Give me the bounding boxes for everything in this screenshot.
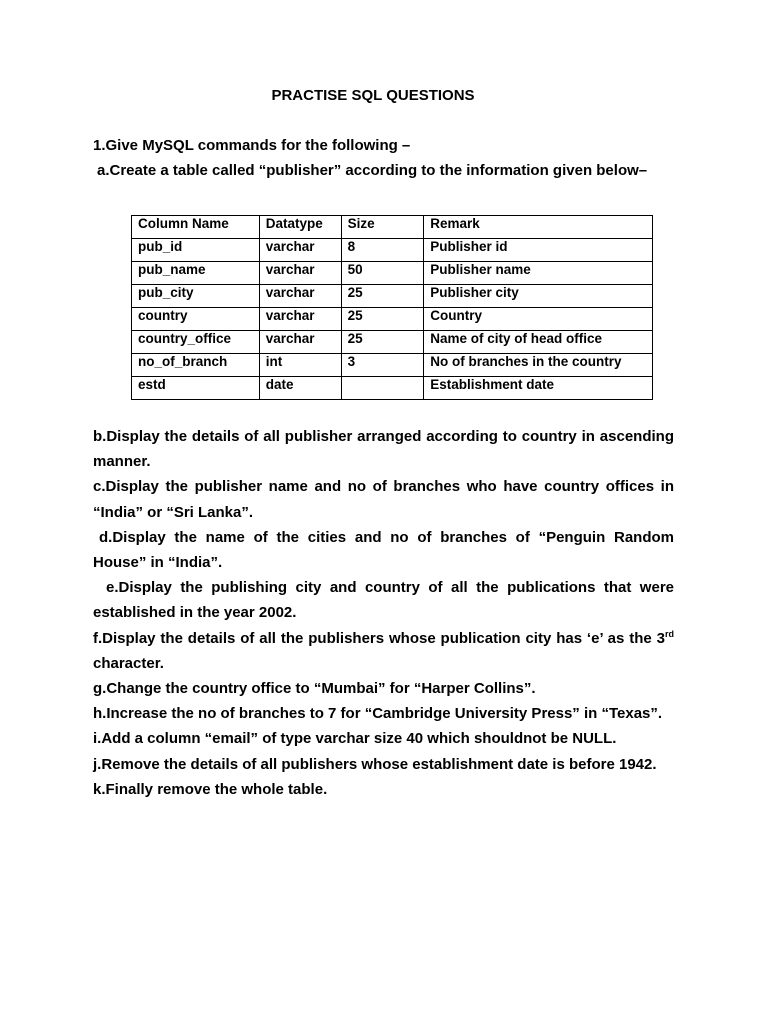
cell-size: 25 bbox=[341, 331, 424, 354]
cell-size: 25 bbox=[341, 308, 424, 331]
question-1b: b.Display the details of all publisher arranged according to country in ascending manner. bbox=[93, 428, 674, 471]
question-1c: c.Display the publisher name and no of branches who have country offices in “India” or “Sri Lanka”. bbox=[93, 478, 674, 521]
cell-datatype: int bbox=[259, 354, 341, 377]
page-title: PRACTISE SQL QUESTIONS bbox=[271, 87, 475, 104]
header-column-name: Column Name bbox=[132, 216, 260, 239]
question-1d bbox=[93, 525, 674, 575]
cell-column-name: pub_id bbox=[132, 239, 260, 262]
cell-datatype: varchar bbox=[259, 308, 341, 331]
publisher-spec-table bbox=[131, 215, 653, 400]
question-1f-text: f.Display the details of all the publishers whose publication city has ‘e’ as the 3 bbox=[93, 629, 665, 647]
cell-size: 3 bbox=[341, 354, 424, 377]
question-1f bbox=[93, 626, 674, 676]
table-header-row bbox=[132, 216, 653, 239]
cell-column-name: pub_name bbox=[132, 262, 260, 285]
cell-column-name: pub_city bbox=[132, 285, 260, 308]
question-1-intro: 1.Give MySQL commands for the following – bbox=[93, 137, 411, 154]
cell-remark: Publisher name bbox=[424, 262, 653, 285]
question-1j: j.Remove the details of all publishers whose establishment date is before 1942. bbox=[93, 755, 657, 773]
question-1a: a.Create a table called “publisher” according to the information given below– bbox=[97, 162, 648, 179]
ordinal-suffix: rd bbox=[665, 628, 674, 639]
header-size: Size bbox=[341, 216, 424, 239]
question-1k: k.Finally remove the whole table. bbox=[93, 780, 328, 798]
cell-remark: Name of city of head office bbox=[424, 331, 653, 354]
table-row bbox=[132, 262, 653, 285]
question-1e bbox=[93, 575, 674, 625]
cell-column-name: no_of_branch bbox=[132, 354, 260, 377]
table-row bbox=[132, 239, 653, 262]
cell-size bbox=[341, 377, 424, 400]
question-1f-end: character. bbox=[93, 654, 164, 672]
cell-column-name: country_office bbox=[132, 331, 260, 354]
cell-size: 8 bbox=[341, 239, 424, 262]
table-row bbox=[132, 285, 653, 308]
table-row bbox=[132, 331, 653, 354]
question-1e-text: e.Display the publishing city and country of all the publications that were established in the year 2002. bbox=[93, 579, 674, 622]
cell-remark: Establishment date bbox=[424, 377, 653, 400]
cell-datatype: date bbox=[259, 377, 341, 400]
question-1i: i.Add a column “email” of type varchar size 40 which shouldnot be NULL. bbox=[93, 730, 617, 748]
question-1d-text: d.Display the name of the cities and no of branches of “Penguin Random House” in “India”. bbox=[93, 528, 674, 572]
cell-size: 50 bbox=[341, 262, 424, 285]
cell-column-name: country bbox=[132, 308, 260, 331]
question-list bbox=[93, 424, 674, 802]
cell-datatype: varchar bbox=[259, 285, 341, 308]
cell-remark: No of branches in the country bbox=[424, 354, 653, 377]
cell-column-name: estd bbox=[132, 377, 260, 400]
header-datatype: Datatype bbox=[259, 216, 341, 239]
table-row bbox=[132, 377, 653, 400]
question-1g: g.Change the country office to “Mumbai” for “Harper Collins”. bbox=[93, 680, 536, 698]
cell-remark: Publisher city bbox=[424, 285, 653, 308]
table-row bbox=[132, 308, 653, 331]
cell-size: 25 bbox=[341, 285, 424, 308]
cell-datatype: varchar bbox=[259, 239, 341, 262]
header-remark: Remark bbox=[424, 216, 653, 239]
table-row bbox=[132, 354, 653, 377]
cell-datatype: varchar bbox=[259, 331, 341, 354]
question-1h: h.Increase the no of branches to 7 for “Cambridge University Press” in “Texas”. bbox=[93, 705, 663, 723]
cell-remark: Country bbox=[424, 308, 653, 331]
cell-datatype: varchar bbox=[259, 262, 341, 285]
cell-remark: Publisher id bbox=[424, 239, 653, 262]
